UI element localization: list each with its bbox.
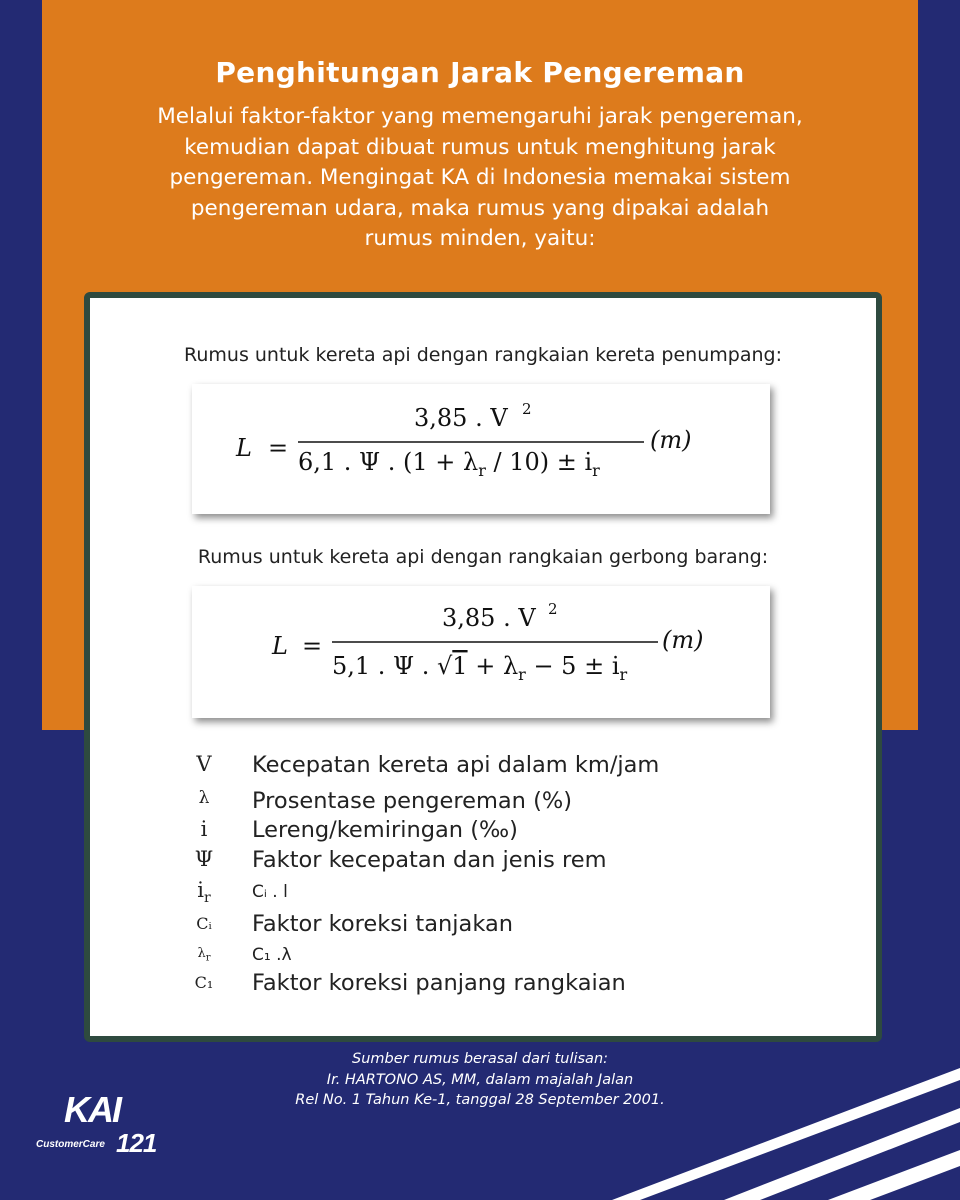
intro-line: pengereman. Mengingat KA di Indonesia memakai sistem [169, 165, 791, 190]
logo-tagline: CustomerCare [36, 1139, 105, 1150]
formula-card [84, 292, 882, 1042]
source-line: Rel No. 1 Tahun Ke-1, tanggal 28 September 2001. [295, 1092, 665, 1108]
legend-description: Kecepatan kereta api dalam km/jam [252, 752, 660, 778]
intro-line: kemudian dapat dibuat rumus untuk menghitung jarak [184, 134, 776, 160]
formula-equals: = [302, 632, 323, 660]
intro-line: Melalui faktor-faktor yang memengaruhi jarak pengereman, [157, 104, 803, 129]
formula-lhs: L [272, 632, 288, 660]
formula-unit: (m) [650, 426, 692, 454]
formula-denominator: 6,1 . Ψ . $(1 + \lambda_r / 10) \pm i_r$ [298, 448, 600, 480]
logo-brand: KAI [64, 1089, 120, 1130]
legend-description: Prosentase pengereman (%) [252, 788, 573, 814]
formula-denominator: 5,1 . Ψ . $√1 + \lambda_r - 5 \pm i_r$ [332, 652, 628, 684]
legend-description: Lereng/kemiringan (‰) [252, 817, 518, 843]
intro-line: pengereman udara, maka rumus yang dipakai adalah [190, 195, 770, 221]
legend-symbol: $i_r$ [197, 878, 211, 907]
legend-symbol: i [200, 817, 208, 841]
source-line: Sumber rumus berasal dari tulisan: [351, 1051, 609, 1067]
page-title: Penghitungan Jarak Pengereman [215, 56, 745, 89]
kai-customer-care-logo [34, 1086, 174, 1156]
formula-numerator: 3,85 . V [442, 604, 536, 632]
freight-formula-label: Rumus untuk kereta api dengan rangkaian gerbong barang: [197, 546, 769, 568]
legend-symbol: C₁ [194, 973, 214, 992]
legend-symbol: Cᵢ [196, 914, 212, 933]
passenger-formula-box [192, 384, 770, 514]
source-line: Ir. HARTONO AS, MM, dalam majalah Jalan [326, 1071, 634, 1088]
legend-description: C₁ .λ [252, 945, 292, 965]
formula-numerator-exponent: 2 [548, 600, 558, 618]
sqrt-sign: √ [437, 652, 453, 680]
intro-text [80, 102, 880, 255]
source-note [280, 1049, 680, 1111]
legend-description: Faktor kecepatan dan jenis rem [252, 847, 607, 873]
intro-line: rumus minden, yaitu: [364, 226, 596, 251]
passenger-formula-label: Rumus untuk kereta api dengan rangkaian kereta penumpang: [184, 344, 782, 366]
formula-unit: (m) [662, 626, 704, 654]
formula-numerator: 3,85 . V [414, 404, 508, 432]
legend-symbol: $\lambda_r$ [197, 946, 211, 964]
legend-symbol: V [196, 752, 212, 776]
freight-formula-box [192, 586, 770, 718]
legend-symbol: Ψ [194, 847, 214, 871]
legend-description: Cᵢ . l [252, 882, 288, 902]
legend-symbol: λ [198, 788, 210, 808]
legend-description: Faktor koreksi tanjakan [252, 911, 514, 937]
logo-number: 121 [116, 1128, 157, 1156]
formula-equals: = [268, 434, 289, 462]
formula-numerator-exponent: 2 [522, 400, 532, 418]
legend-description: Faktor koreksi panjang rangkaian [252, 970, 626, 996]
formula-lhs: L [236, 434, 252, 462]
